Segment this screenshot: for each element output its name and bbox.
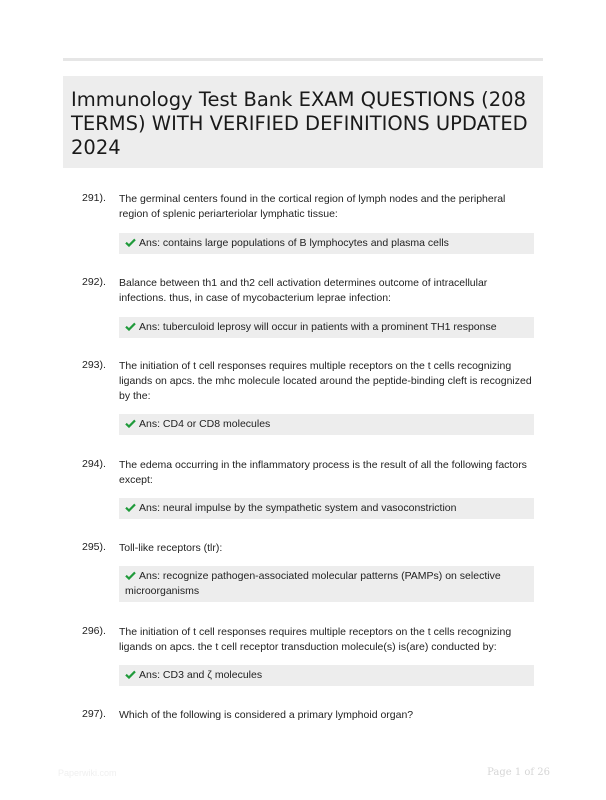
question-text: Toll-like receptors (tlr): xyxy=(119,542,223,554)
check-icon xyxy=(125,503,136,512)
answer-box xyxy=(119,414,534,435)
answer-text: Ans: CD4 or CD8 molecules xyxy=(139,418,271,430)
footer-site-watermark: Paperwiki.com xyxy=(58,768,117,778)
question-text: The initiation of t cell responses requires multiple receptors on the t cells recognizing ligands on apcs. the t cell receptor transduction molecule(s) is(are) conducted by: xyxy=(119,626,512,653)
question-number: 294). xyxy=(82,458,106,470)
answer-text: Ans: tuberculoid leprosy will occur in patients with a prominent TH1 response xyxy=(139,321,497,333)
page-title: Immunology Test Bank EXAM QUESTIONS (208 TERMS) WITH VERIFIED DEFINITIONS UPDATED 2024 xyxy=(71,88,528,159)
title-banner xyxy=(63,76,543,168)
answer-box xyxy=(119,317,534,338)
answer-text: Ans: CD3 and ζ molecules xyxy=(139,669,263,681)
question-number: 297). xyxy=(82,708,106,720)
header-divider xyxy=(63,58,543,61)
answer-text: Ans: recognize pathogen-associated molecular patterns (PAMPs) on selective microorganisms xyxy=(125,570,501,597)
question-text: The initiation of t cell responses requires multiple receptors on the t cells recognizing ligands on apcs. the mhc molecule located around the peptide-binding cleft is recognized by the: xyxy=(119,360,532,402)
check-icon xyxy=(125,322,136,331)
check-icon xyxy=(125,419,136,428)
question-number: 293). xyxy=(82,359,106,371)
check-icon xyxy=(125,571,136,580)
answer-box xyxy=(119,233,534,254)
check-icon xyxy=(125,670,136,679)
answer-box xyxy=(119,566,534,602)
question-text: Balance between th1 and th2 cell activation determines outcome of intracellular infections. thus, in case of mycobacterium leprae infection: xyxy=(119,277,488,304)
question-text: The edema occurring in the inflammatory process is the result of all the following factors except: xyxy=(119,459,527,486)
check-icon xyxy=(125,238,136,247)
question-text: Which of the following is considered a primary lymphoid organ? xyxy=(119,709,414,721)
question-number: 296). xyxy=(82,625,106,637)
page-number: Page 1 of 26 xyxy=(487,767,550,778)
question-text: The germinal centers found in the cortical region of lymph nodes and the peripheral region of splenic periarteriolar lymphatic tissue: xyxy=(119,193,506,220)
answer-text: Ans: contains large populations of B lymphocytes and plasma cells xyxy=(139,237,449,249)
answer-box xyxy=(119,665,534,686)
answer-box xyxy=(119,498,534,519)
answer-text: Ans: neural impulse by the sympathetic system and vasoconstriction xyxy=(139,502,457,514)
question-number: 291). xyxy=(82,192,106,204)
question-number: 292). xyxy=(82,276,106,288)
question-number: 295). xyxy=(82,541,106,553)
